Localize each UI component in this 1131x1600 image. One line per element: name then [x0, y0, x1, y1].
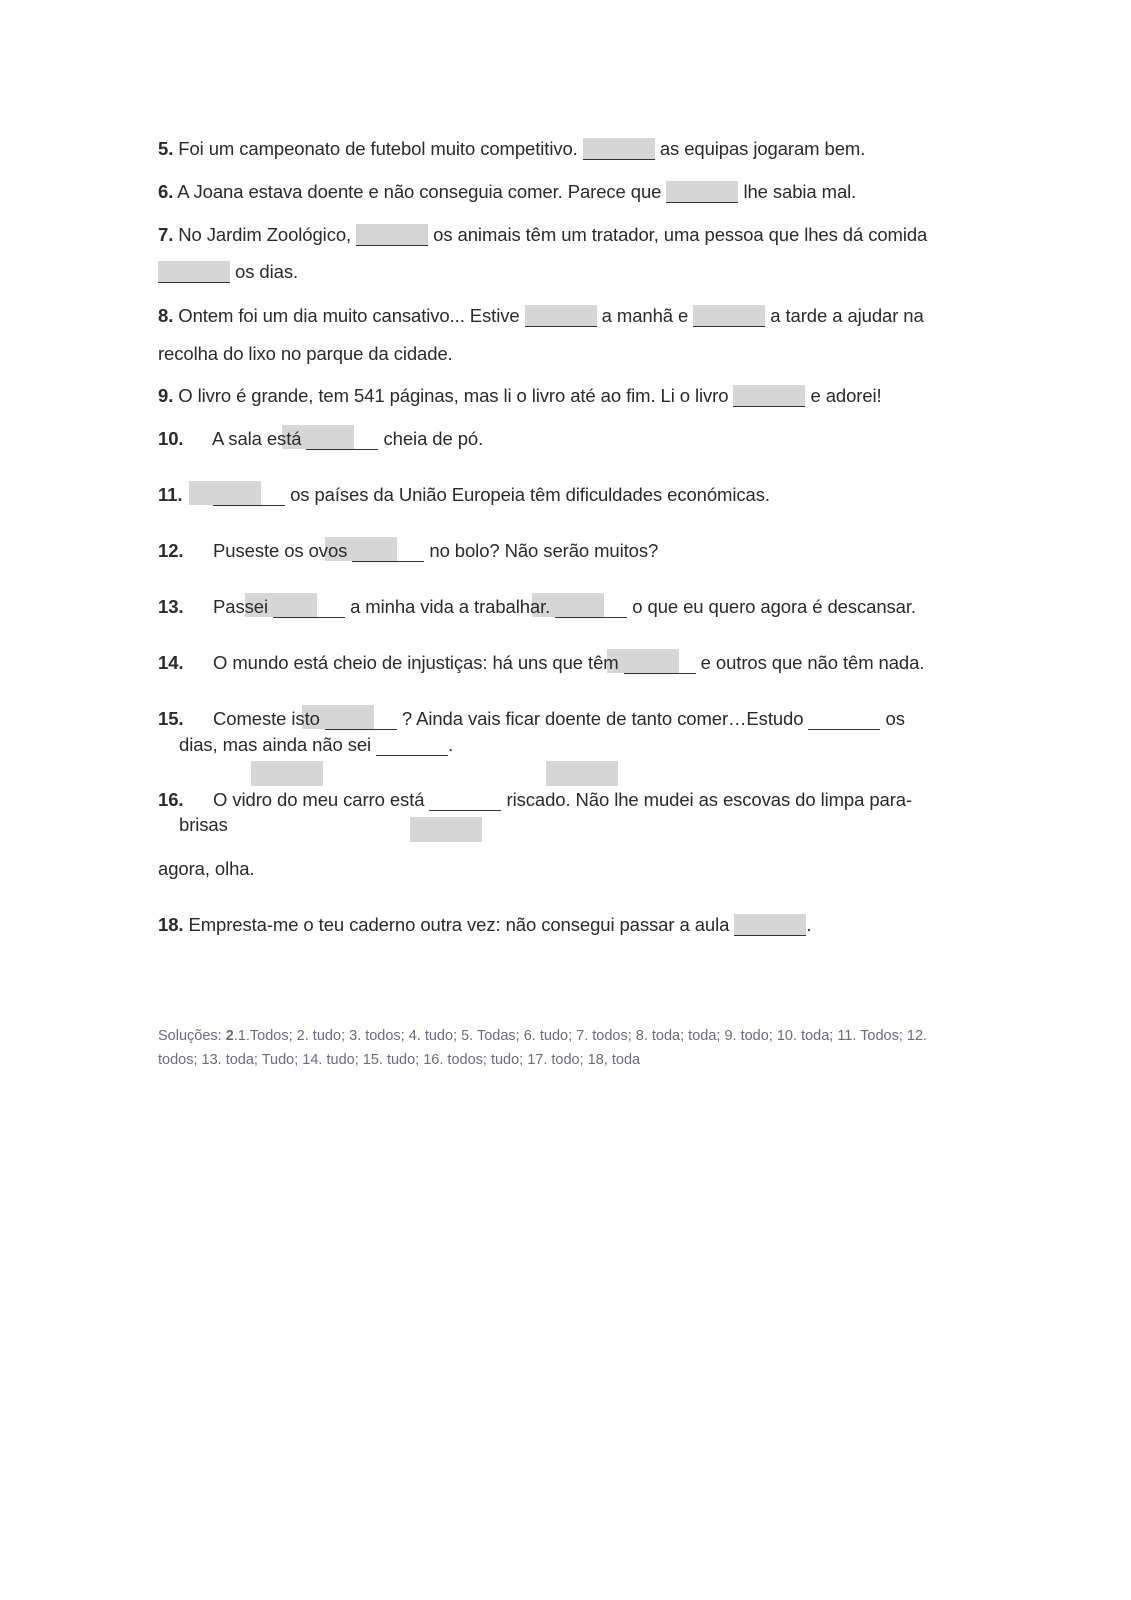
answer-blank[interactable] — [352, 540, 424, 562]
sentence-text: o que eu quero agora é descansar. — [632, 596, 916, 617]
item-number: 15. — [158, 708, 184, 729]
exercise-15-line2 — [179, 733, 453, 757]
sentence-text: Foi um campeonato de futebol muito competitivo. — [178, 138, 578, 159]
answer-blank[interactable] — [325, 708, 397, 730]
answer-blank[interactable] — [624, 652, 696, 674]
sentence-text: agora, olha. — [158, 858, 255, 879]
sentence-text: dias, mas ainda não sei — [179, 734, 372, 755]
answer-blank[interactable] — [306, 428, 378, 450]
sentence-text: no bolo? Não serão muitos? — [429, 540, 659, 561]
answer-blank[interactable] — [583, 138, 655, 160]
answer-blank[interactable] — [555, 596, 627, 618]
sentence-text: Comeste isto — [213, 708, 320, 729]
answer-blank[interactable] — [356, 224, 428, 246]
item-number: 10. — [158, 428, 184, 449]
exercise-15 — [158, 707, 905, 731]
sentence-text: lhe sabia mal. — [743, 181, 857, 202]
item-number: 6. — [158, 181, 174, 202]
sentence-text: os dias. — [235, 261, 299, 282]
exercise-12 — [158, 539, 658, 563]
answer-blank[interactable] — [273, 596, 345, 618]
sentence-text: os animais têm um tratador, uma pessoa que lhes dá comida — [433, 224, 928, 245]
sentence-text: . — [448, 734, 454, 755]
sentence-text: recolha do lixo no parque da cidade. — [158, 343, 453, 364]
answer-blank[interactable] — [429, 789, 501, 811]
answer-blank[interactable] — [808, 708, 880, 730]
exercise-16-line2 — [179, 813, 228, 837]
sentence-text: a tarde a ajudar na — [770, 305, 924, 326]
sentence-text: os países da União Europeia têm dificuldades económicas. — [290, 484, 770, 505]
highlight-box — [546, 761, 618, 786]
sentence-text: Empresta-me o teu caderno outra vez: não consegui passar a aula — [188, 914, 730, 935]
answer-blank[interactable] — [734, 914, 806, 936]
sentence-text: e outros que não têm nada. — [700, 652, 925, 673]
exercise-8-line2 — [158, 342, 453, 366]
sentence-text: No Jardim Zoológico, — [178, 224, 352, 245]
sentence-text: A sala está — [212, 428, 302, 449]
exercise-5 — [158, 137, 865, 161]
solutions-label: Soluções: — [158, 1028, 222, 1044]
answer-blank[interactable] — [693, 305, 765, 327]
sentence-text: e adorei! — [810, 385, 882, 406]
item-number: 16. — [158, 789, 184, 810]
exercise-11 — [158, 483, 770, 507]
sentence-text: . — [806, 914, 812, 935]
exercise-7 — [158, 223, 927, 247]
sentence-text: a manhã e — [601, 305, 689, 326]
sentence-text: ? Ainda vais ficar doente de tanto comer…Estudo — [401, 708, 804, 729]
answer-blank[interactable] — [158, 261, 230, 283]
sentence-text: cheia de pó. — [383, 428, 484, 449]
exercise-9 — [158, 384, 882, 408]
sentence-text: O vidro do meu carro está — [213, 789, 425, 810]
solutions-text: .1.Todos; 2. tudo; 3. todos; 4. tudo; 5. Todas; 6. tudo; 7. todos; 8. toda; toda; 9. todo; 10. toda; 11. Todos; 12. todos; 13. toda; Tudo; 14. tudo; 15. tudo; 16. todos; tudo; 17. todo; 18, toda — [158, 1028, 928, 1068]
answer-blank[interactable] — [666, 181, 738, 203]
answer-blank[interactable] — [213, 484, 285, 506]
item-number: 9. — [158, 385, 174, 406]
solutions-bold: 2 — [225, 1028, 234, 1044]
exercise-16-line3 — [158, 857, 255, 881]
exercise-10 — [158, 427, 483, 451]
answer-blank[interactable] — [376, 734, 448, 756]
exercise-8 — [158, 304, 924, 328]
answer-blank[interactable] — [525, 305, 597, 327]
exercise-14 — [158, 651, 924, 675]
exercise-18 — [158, 913, 811, 937]
exercise-16 — [158, 788, 912, 812]
sentence-text: brisas — [179, 814, 228, 835]
highlight-box — [410, 817, 482, 842]
item-number: 12. — [158, 540, 184, 561]
exercise-7-line2 — [158, 260, 298, 284]
item-number: 11. — [158, 484, 183, 505]
item-number: 7. — [158, 224, 174, 245]
sentence-text: O mundo está cheio de injustiças: há uns que têm — [213, 652, 619, 673]
item-number: 8. — [158, 305, 174, 326]
item-number: 14. — [158, 652, 184, 673]
item-number: 5. — [158, 138, 174, 159]
sentence-text: as equipas jogaram bem. — [659, 138, 866, 159]
exercise-6 — [158, 180, 856, 204]
sentence-text: Passei — [213, 596, 268, 617]
exercise-13 — [158, 595, 916, 619]
sentence-text: riscado. Não lhe mudei as escovas do limpa para- — [506, 789, 913, 810]
sentence-text: O livro é grande, tem 541 páginas, mas li o livro até ao fim. Li o livro — [178, 385, 729, 406]
sentence-text: Puseste os ovos — [213, 540, 348, 561]
sentence-text: A Joana estava doente e não conseguia comer. Parece que — [177, 181, 662, 202]
item-number: 18. — [158, 914, 184, 935]
sentence-text: os — [885, 708, 905, 729]
answer-blank[interactable] — [733, 385, 805, 407]
highlight-box — [251, 761, 323, 786]
item-number: 13. — [158, 596, 184, 617]
sentence-text: a minha vida a trabalhar. — [350, 596, 551, 617]
sentence-text: Ontem foi um dia muito cansativo... Estive — [178, 305, 520, 326]
solutions-note — [158, 1024, 938, 1072]
